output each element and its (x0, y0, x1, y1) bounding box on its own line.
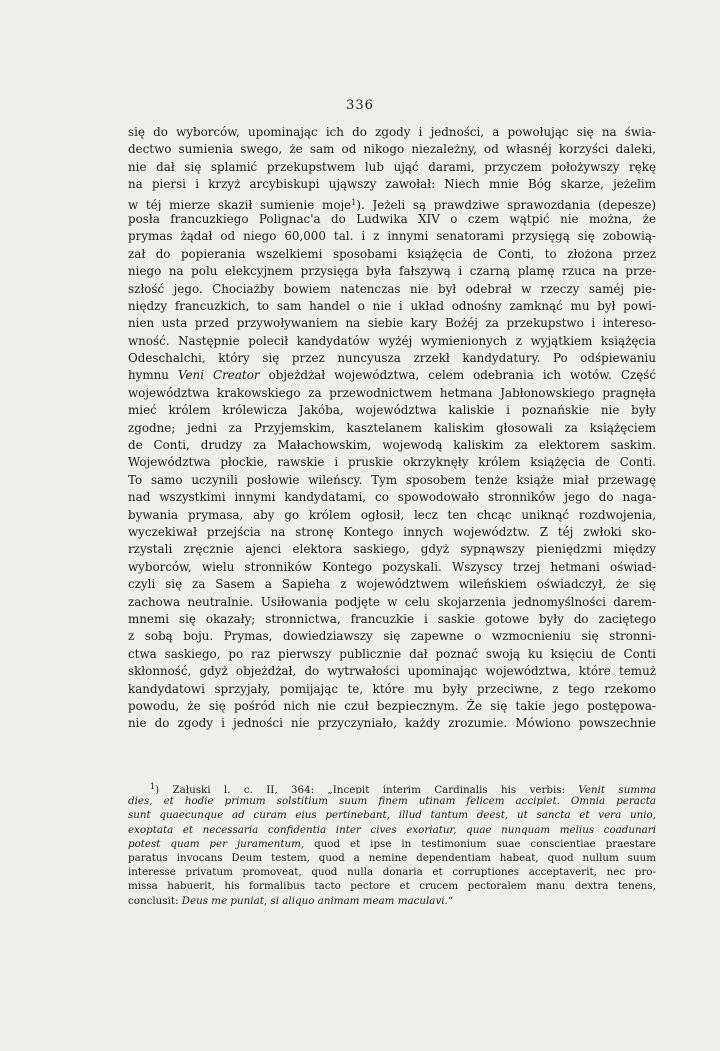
latin-quote: Venit summa (578, 784, 656, 795)
text-line: posła francuzkiego Polignac'a do Ludwika XIV o czem wątpić nie można, że (128, 211, 656, 226)
text-line: mnemi się okazały; stronnictwa, francuzkie i saskie gotowe były do zaciętego (128, 611, 656, 626)
text-line: niego na polu elekcyjnem przysięga była fałszywą i czarną plamę rzuca na prze- (128, 264, 656, 279)
text-line: nad wszystkimi innymi kandydatami, co spowodowało stronników jego do naga- (128, 490, 656, 505)
footnote-line: dies, et hodie primum solstitium suum finem utinam felicem accipiet. Omnia peracta (128, 795, 656, 808)
main-text (128, 124, 656, 733)
text-line: de Conti, drudzy za Małachowskim, wojewodą kaliskim za elektorem saskim. (128, 438, 656, 453)
footnote-line: sunt quaecunque ad curam eius pertinebant, illud tantum deest, ut sancta et vera unio, (128, 809, 656, 822)
italic-title: Veni Creator (178, 368, 260, 383)
text-line-with-italic (128, 367, 656, 384)
page-number: 336 (346, 98, 374, 113)
footnote-line: exoptata et necessaria confidentia inter cives exoriatur, quae nunquam melius coadunari (128, 823, 656, 836)
text-line: szłość jego. Chociażby bowiem natenczas nie był odebrał w rzeczy saméj pie- (128, 281, 656, 296)
text-line: niędzy francuzkich, to sam handel o nie i układ odnośny zamknąć mu był powi- (128, 298, 656, 313)
latin-quote: potest quam per juramentum, (128, 837, 305, 850)
text-fragment: hymnu (128, 368, 169, 383)
footnote-line: interesse privatum promoveat, quod nulla donaria et corruptiones acceptaverit, nec pro- (128, 866, 656, 879)
text-line: województwa krakowskiego za przewodnictwem hetmana Jabłonowskiego pragnęła (128, 385, 656, 400)
footnote-line: paratus invocans Deum testem, quod a nemine dependentiam habeat, quod nullum suum (128, 851, 656, 864)
text-line: bywania prymasa, aby go królem ogłosił, lecz ten chcąc uniknąć rozdwojenia, (128, 507, 656, 522)
text-line: Województwa płockie, rawskie i pruskie okrzyknęły królem książęcia de Conti. (128, 455, 656, 470)
text-line: nie do zgody i jedności nie przyczyniało, każdy zrozumie. Mówiono powszechnie (128, 716, 656, 731)
text-line: zachowa neutralnie. Usiłowania podjęte w celu skojarzenia jednomyślności darem- (128, 594, 656, 609)
text-line: się do wyborców, upominając ich do zgody i jedności, a powołując się na świa- (128, 125, 656, 139)
text-line: wyborców, wielu stronników Kontego pozyskali. Wszyscy trzej hetmani oświad- (128, 559, 656, 574)
text-line: kandydatowi sprzyjały, pomijając te, które mu były przeciwne, z tego rzekomo (128, 681, 656, 696)
text-line: powodu, że się pośród nich nie czuł bezpiecznym. Że się takie jego postępowa- (128, 698, 656, 713)
footnote-line (128, 894, 656, 908)
text-line: wność. Następnie polecił kandydatów wyżéj wymienionych z wyjątkiem książęcia (128, 333, 656, 348)
text-fragment: ) Załuski l. c. II, 364: „Incepit interim Cardinalis his verbis: (155, 784, 566, 795)
footnote-marker: 1 (150, 782, 156, 791)
text-line: z sobą boju. Prymas, dowiedziawszy się zapewne o wzmocnieniu się stronni- (128, 629, 656, 644)
text-line: skłonność, gdyż objeżdżał, do wytrwałości upominając województwa, które temuż (128, 664, 656, 679)
text-line: rzystali zręcznie ajenci elektora saskiego, gdyż sypnąwszy pieniędzmi między (128, 542, 656, 557)
text-fragment: w téj mierze skaził sumienie moje (128, 197, 352, 211)
footnote-line (128, 837, 656, 851)
text-line: na piersi i krzyż arcybiskupi ująwszy zawołał: Niech mnie Bóg skarze, jeżelim (128, 177, 656, 192)
text-line: To samo uczynili posłowie wileńscy. Tym sposobem tenże książe miał przewagę (128, 472, 656, 487)
text-line: Odeschalchi, który się przez nuncyusza zrzekł kandydatury. Po odśpiewaniu (128, 351, 656, 366)
text-fragment: quod et ipse in testimonium suae conscientiae praestare (314, 837, 656, 850)
footnote-line (128, 780, 656, 794)
text-line: czyli się za Sasem a Sapieha z województwem wileńskiem oświadczył, że się (128, 577, 656, 592)
text-fragment: objeżdżał województwa, celem odebrania ich wotów. Część (268, 368, 656, 383)
text-line-with-footnote-ref (128, 194, 656, 211)
text-fragment: conclusit: (128, 894, 179, 907)
text-line: wyczekiwał przejścia na stronę Kontego innych województw. Z téj zwłoki sko- (128, 524, 656, 539)
text-line: mieć królem królewicza Jakóba, województwa kaliskie i poznańskie nie były (128, 403, 656, 418)
text-line: nien usta przed przywoływaniem na siebie kary Bożéj za przekupstwo i intereso- (128, 316, 656, 331)
footnote (128, 780, 656, 908)
text-line: zał do popierania wszelkiemi sposobami książęcia de Conti, to złożona przez (128, 246, 656, 261)
text-line: nie dał się splamić przekupstwem lub ująć darami, przyczem położywszy rękę (128, 159, 656, 174)
closing-quote: “ (447, 894, 454, 907)
text-line: zgodne; jedni za Przyjemskim, kasztelanem kaliskim głosowali za książęciem (128, 420, 656, 435)
text-fragment: ). Jeżeli są prawdziwe sprawozdania (depesze) (356, 197, 656, 211)
footnote-line: missa habuerit, his formalibus tacto pectore et crucem pectoralem manu dextra tenens, (128, 880, 656, 893)
latin-quote: Deus me puniat, si aliquo animam meam maculavi. (181, 894, 448, 907)
text-line: prymas żądał od niego 60,000 tal. i z innymi senatorami przysięgą się zobowią- (128, 229, 656, 244)
footnote-reference: 1 (351, 197, 357, 207)
text-line: dectwo sumienia swego, że sam od nikogo niezależny, od własnéj korzyści daleki, (128, 142, 656, 157)
text-line: ctwa saskiego, po raz pierwszy publicznie dał poznać swoją ku księciu de Conti (128, 646, 656, 661)
